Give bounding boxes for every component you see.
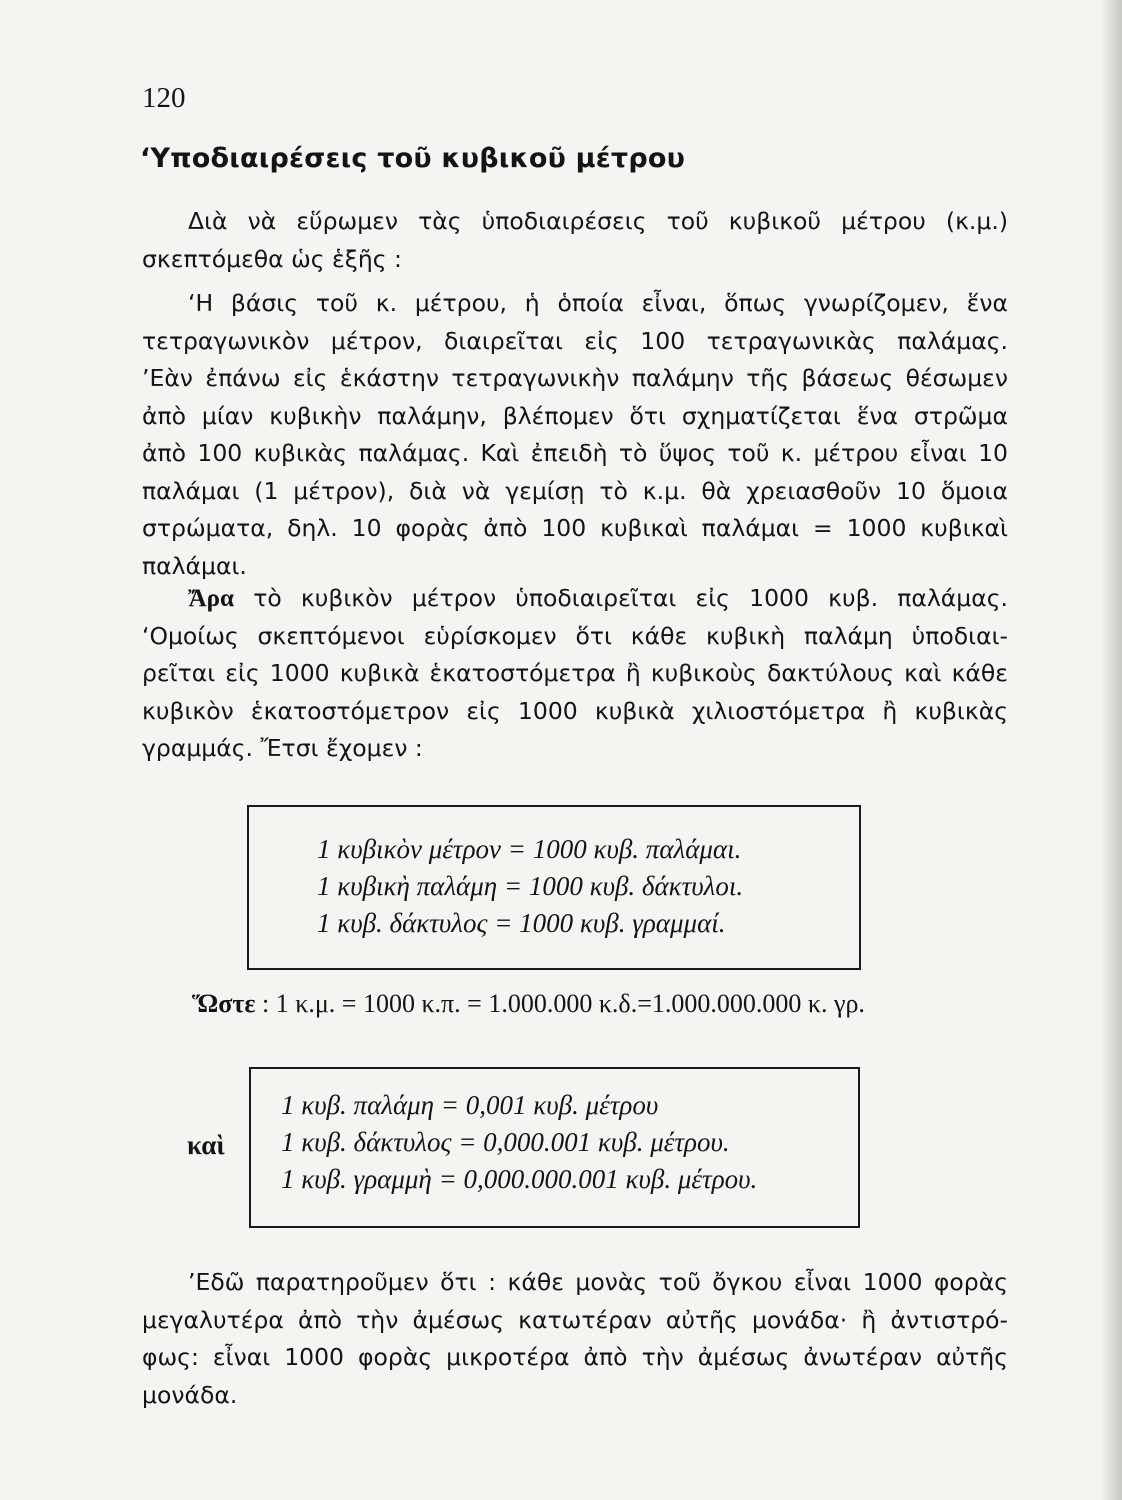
text-line: Διὰ νὰ εὕρωμεν τὰς ὑποδιαιρέσεις τοῦ κυβικοῦ μέτρου (κ.μ.) <box>188 207 1008 235</box>
text-line: ‘Ομοίως σκεπτόμενοι εὑρίσκομεν ὅτι κάθε κυβικὴ παλάμη ὑποδιαι- <box>142 621 1008 650</box>
text-line: ‘Η βάσις τοῦ κ. μέτρου, ἡ ὁποία εἶναι, ὅπως γνωρίζομεν, ἕνα <box>188 289 1008 317</box>
summary-equation <box>192 989 1008 1019</box>
text-line: μονάδα. <box>142 1380 238 1409</box>
text-line: φως: εἶναι 1000 φορὰς μικροτέρα ἀπὸ τὴν ἀμέσως ἀνωτέραν αὐτῆς <box>142 1343 1008 1371</box>
text-line: σκεπτόμεθα ὡς ἑξῆς : <box>142 244 402 273</box>
text-line: ’Εὰν ἐπάνω εἰς ἑκάστην τετραγωνικὴν παλάμην τῆς βάσεως θέσωμεν <box>142 364 1008 392</box>
paragraph-conclusion <box>142 1264 1008 1414</box>
equation-line: 1 κυβ. παλάμη = 0,001 κυβ. μέτρου <box>281 1090 659 1120</box>
text-line: ρεῖται εἰς 1000 κυβικὰ ἑκατοστόμετρα ἢ κυβικοὺς δακτύλους καὶ κάθε <box>142 659 1008 687</box>
text-line: ἀπὸ μίαν κυβικὴν παλάμην, βλέπομεν ὅτι σχηματίζεται ἕνα στρῶμα <box>142 401 1008 430</box>
equivalence-box-units <box>247 805 861 970</box>
text-line: παλάμαι. <box>142 551 247 580</box>
paragraph-subdivisions <box>142 580 1008 768</box>
equation-line: 1 κυβικὴ παλάμη = 1000 κυβ. δάκτυλοι. <box>317 871 744 901</box>
page-number: 120 <box>142 82 186 114</box>
text-line: παλάμαι (1 μέτρον), διὰ νὰ γεμίσῃ τὸ κ.μ. θὰ χρειασθοῦν 10 ὅμοια <box>142 476 1008 505</box>
page-edge-shadow <box>1100 0 1122 1500</box>
text-line: τετραγωνικὸν μέτρον, διαιρεῖται εἰς 100 τετραγωνικὰς παλάμας. <box>142 326 1008 355</box>
text-line: ἀπὸ 100 κυβικὰς παλάμας. Καὶ ἐπειδὴ τὸ ὕψος τοῦ κ. μέτρου εἶναι 10 <box>142 439 1008 467</box>
equation-line: 1 κυβ. γραμμὴ = 0,000.000.001 κυβ. μέτρου. <box>281 1164 758 1194</box>
section-title: ‘Υποδιαιρέσεις τοῦ κυβικοῦ μέτρου <box>140 143 686 174</box>
lead-word-ara: Ἄρα <box>188 585 234 612</box>
equation-line: 1 κυβ. δάκτυλος = 0,000.001 κυβ. μέτρου. <box>281 1127 730 1157</box>
text-line: κυβικὸν ἑκατοστόμετρον εἰς 1000 κυβικὰ χιλιοστόμετρα ἢ κυβικὰς <box>142 696 1008 725</box>
summary-equation-text: : 1 κ.μ. = 1000 κ.π. = 1.000.000 κ.δ.=1.000.000.000 κ. γρ. <box>255 989 865 1018</box>
lead-word-wste: Ὥστε <box>192 989 256 1018</box>
paragraph-base-explanation <box>142 285 1008 585</box>
text-line: ’Εδῶ παρατηροῦμεν ὅτι : κάθε μονὰς τοῦ ὄγκου εἶναι 1000 φορὰς <box>188 1268 1008 1296</box>
equation-line: 1 κυβικὸν μέτρον = 1000 κυβ. παλάμαι. <box>317 834 742 864</box>
text-line <box>142 580 1008 618</box>
paragraph-intro <box>142 203 1008 278</box>
text-fragment: τὸ κυβικὸν μέτρον ὑποδιαιρεῖται εἰς 1000 κυβ. παλάμας. <box>234 584 1008 612</box>
equation-line: 1 κυβ. δάκτυλος = 1000 κυβ. γραμμαί. <box>317 908 726 938</box>
text-line: γραμμάς. Ἔτσι ἔχομεν : <box>142 734 423 762</box>
text-line: στρώματα, δηλ. 10 φορὰς ἀπὸ 100 κυβικαὶ παλάμαι = 1000 κυβικαὶ <box>142 514 1008 542</box>
equivalence-box-fractions <box>249 1067 860 1228</box>
label-kai: καὶ <box>187 1130 225 1160</box>
text-line: μεγαλυτέρα ἀπὸ τὴν ἀμέσως κατωτέραν αὐτῆς μονάδα· ἢ ἀντιστρό- <box>142 1305 1008 1334</box>
